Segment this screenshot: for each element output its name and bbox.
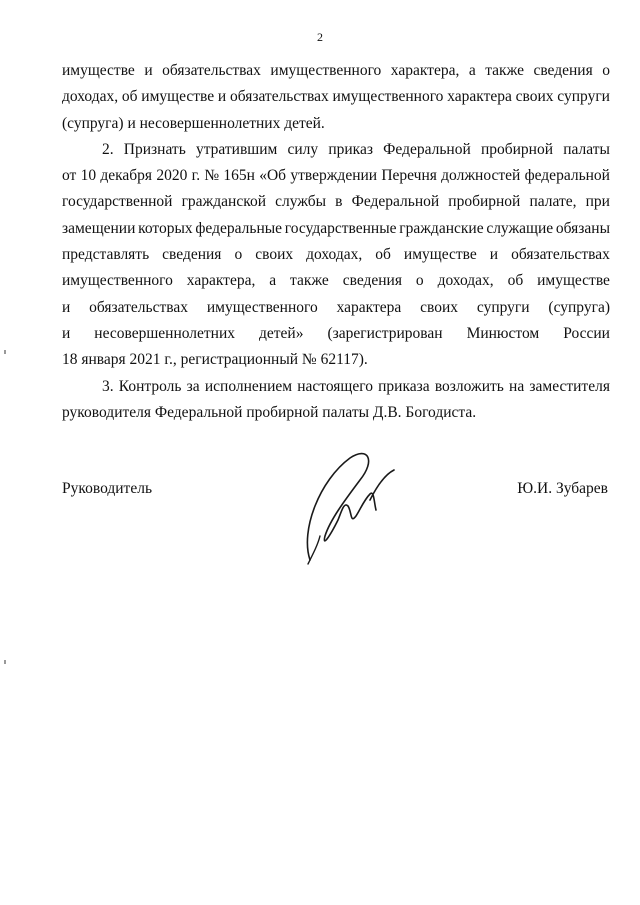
word: также (485, 62, 524, 79)
text-line (62, 216, 610, 242)
word: сведения (533, 62, 593, 79)
word: супруги (557, 88, 610, 106)
text-line (62, 137, 610, 163)
word: о (602, 62, 610, 79)
text-line: (супруга) и несовершеннолетних детей. (62, 114, 325, 132)
word: детей» (259, 324, 304, 342)
handwritten-signature (290, 440, 410, 570)
word: имущественного (332, 88, 444, 106)
word: 3. (102, 377, 114, 395)
word: декабря (100, 167, 153, 185)
word: и (144, 62, 153, 79)
word: в (335, 193, 343, 211)
word: пробирной (480, 140, 554, 158)
word: имущественного (270, 62, 382, 79)
word: (супруга) (548, 298, 610, 316)
document-body (62, 58, 610, 426)
word: обязаны (555, 219, 610, 237)
word: приказа (378, 377, 430, 395)
word: приказ (328, 140, 373, 158)
word: имущественного (62, 272, 173, 290)
word: и (62, 298, 71, 316)
text-line (62, 58, 610, 84)
word: и (217, 88, 227, 106)
word: а (468, 62, 476, 79)
word: государственные (284, 219, 397, 237)
word: «Об (259, 167, 287, 185)
word: об (375, 246, 391, 264)
signatory-name: Ю.И. Зубарев (517, 480, 608, 497)
word: Федеральной (351, 193, 440, 211)
paragraph-1 (62, 58, 610, 137)
word: Перечня (381, 167, 437, 185)
word: сведения (162, 246, 222, 264)
word: имуществе (403, 246, 477, 264)
word: исполнением (204, 377, 293, 395)
text-line: руководителя Федеральной пробирной палаты Д.В. Богодиста. (62, 403, 477, 421)
word: имущественного (206, 298, 318, 316)
word: при (585, 193, 610, 211)
text-line (62, 321, 610, 347)
word: заместителя (529, 377, 610, 395)
signatory-position: Руководитель (62, 480, 153, 497)
word: замещении (62, 219, 136, 237)
word: утратившим (195, 140, 278, 158)
word: настоящего (297, 377, 373, 395)
word: несовершеннолетних (94, 324, 236, 342)
word: имуществе (537, 272, 610, 290)
word: имуществе (141, 88, 215, 106)
word: государственной (62, 193, 173, 211)
word: о (415, 272, 424, 290)
word: о (234, 246, 243, 264)
word: палаты (563, 140, 610, 158)
word: гражданские (399, 219, 484, 237)
word: доходах, (306, 246, 363, 264)
scan-artifact (4, 660, 6, 664)
word: за (186, 377, 200, 395)
text-line (62, 268, 610, 294)
word: гражданской (181, 193, 266, 211)
scan-artifact (4, 350, 6, 354)
word: утверждении (290, 167, 378, 185)
word: 10 (80, 167, 97, 185)
word: своих (420, 298, 459, 316)
word: палате, (529, 193, 577, 211)
word: служащие (486, 219, 554, 237)
word: представлять (62, 246, 150, 264)
word: доходах, (62, 88, 119, 106)
text-line: 18 января 2021 г., регистрационный № 62117). (62, 351, 368, 369)
word: возложить (434, 377, 504, 395)
word: об (507, 272, 524, 290)
word: России (563, 324, 610, 342)
word: от (62, 167, 77, 185)
word: своих (515, 88, 554, 106)
word: обязательствах (511, 246, 610, 264)
word: службы (275, 193, 327, 211)
word: доходах, (437, 272, 494, 290)
word: Признать (123, 140, 186, 158)
word: об (121, 88, 138, 106)
word: супруги (476, 298, 530, 316)
word: должностей (441, 167, 521, 185)
paragraph-2 (62, 137, 610, 374)
word: 165н (223, 167, 255, 185)
word: характера (336, 298, 402, 316)
word: обязательствах (89, 298, 188, 316)
word: (зарегистрирован (327, 324, 443, 342)
word: и (489, 246, 499, 264)
word: федеральной (524, 167, 610, 185)
word: своих (255, 246, 294, 264)
word: силу (287, 140, 319, 158)
word: характера, (390, 62, 460, 79)
text-line (62, 295, 610, 321)
text-line (62, 242, 610, 268)
text-line (62, 84, 610, 110)
word: Контроль (118, 377, 182, 395)
word: 2. (102, 140, 114, 158)
word: на (509, 377, 525, 395)
word: характера (447, 88, 512, 106)
word: имуществе (62, 62, 135, 79)
word: а (269, 272, 277, 290)
page-number: 2 (317, 30, 323, 44)
text-line (62, 163, 610, 189)
text-line (62, 189, 610, 215)
word: № (204, 167, 220, 185)
word: 2020 (156, 167, 188, 185)
word: пробирной (448, 193, 521, 211)
word: обязательствах (162, 62, 261, 79)
word: также (290, 272, 329, 290)
word: и (62, 324, 71, 342)
word: г. (191, 167, 201, 185)
word: обязательствах (229, 88, 329, 106)
word: характера, (186, 272, 256, 290)
text-line (62, 374, 610, 400)
word: которых (138, 219, 193, 237)
paragraph-3 (62, 374, 610, 427)
word: сведения (342, 272, 402, 290)
word: федеральные (195, 219, 283, 237)
word: Федеральной (383, 140, 471, 158)
word: Минюстом (466, 324, 540, 342)
